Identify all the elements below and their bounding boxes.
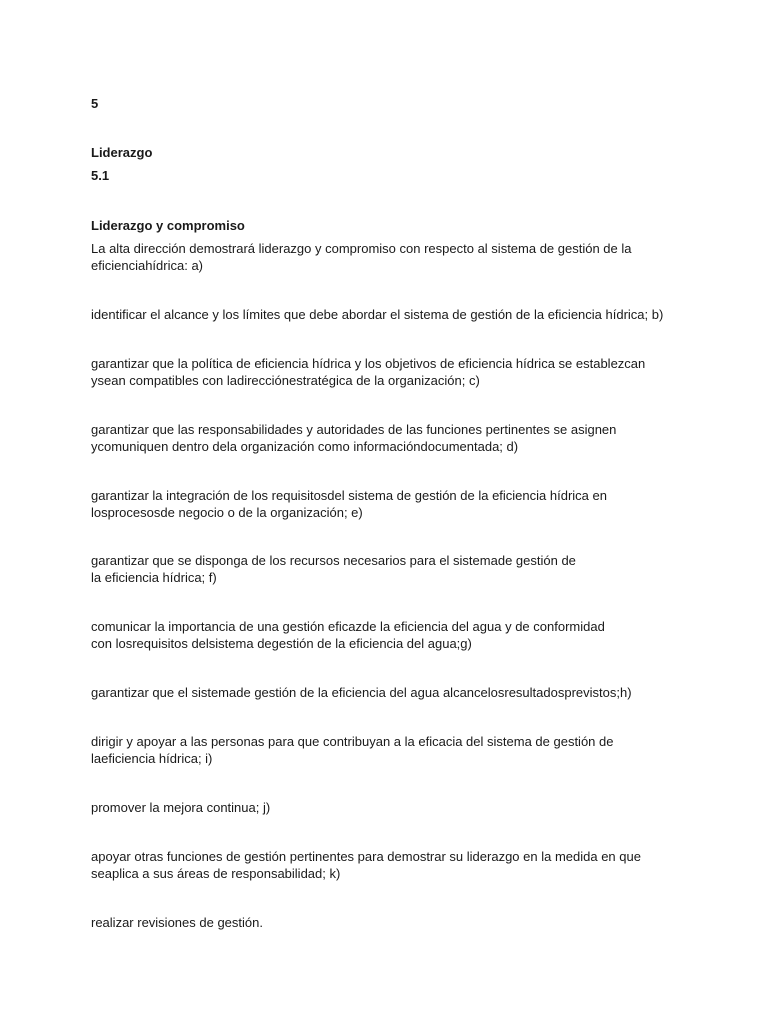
list-item-line: garantizar que el sistemade gestión de la eficiencia del agua alcancelosresultadosprevistos;h) bbox=[91, 685, 632, 700]
list-item-line: ycomuniquen dentro dela organización como informacióndocumentada; d) bbox=[91, 439, 519, 454]
subsection-number: 5.1 bbox=[91, 168, 110, 183]
list-item-line: identificar el alcance y los límites que debe abordar el sistema de gestión de la eficiencia hídrica; b) bbox=[91, 307, 664, 322]
list-item-line: realizar revisiones de gestión. bbox=[91, 915, 263, 930]
list-item-line: laeficiencia hídrica; i) bbox=[91, 751, 213, 766]
list-item-line: ysean compatibles con ladirecciónestratégica de la organización; c) bbox=[91, 373, 480, 388]
list-item-line: losprocesosde negocio o de la organización; e) bbox=[91, 505, 363, 520]
list-item-line: garantizar que se disponga de los recursos necesarios para el sistemade gestión de bbox=[91, 553, 576, 568]
subsection-title: Liderazgo y compromiso bbox=[91, 218, 245, 233]
intro-line: eficienciahídrica: a) bbox=[91, 258, 203, 273]
list-item-line: garantizar la integración de los requisitosdel sistema de gestión de la eficiencia hídrica en bbox=[91, 488, 607, 503]
list-item-line: con losrequisitos delsistema degestión de la eficiencia del agua;g) bbox=[91, 636, 472, 651]
section-title: Liderazgo bbox=[91, 145, 153, 160]
list-item-line: garantizar que las responsabilidades y autoridades de las funciones pertinentes se asignen bbox=[91, 422, 617, 437]
intro-line: La alta dirección demostrará liderazgo y compromiso con respecto al sistema de gestión de la bbox=[91, 241, 632, 256]
list-item-line: dirigir y apoyar a las personas para que contribuyan a la eficacia del sistema de gestión de bbox=[91, 734, 614, 749]
list-item-line: comunicar la importancia de una gestión eficazde la eficiencia del agua y de conformidad bbox=[91, 619, 605, 634]
section-number: 5 bbox=[91, 96, 99, 111]
list-item-line: garantizar que la política de eficiencia hídrica y los objetivos de eficiencia hídrica se establezcan bbox=[91, 356, 646, 371]
list-item-line: apoyar otras funciones de gestión pertinentes para demostrar su liderazgo en la medida en que bbox=[91, 849, 641, 864]
list-item-line: promover la mejora continua; j) bbox=[91, 800, 271, 815]
list-item-line: la eficiencia hídrica; f) bbox=[91, 570, 217, 585]
list-item-line: seaplica a sus áreas de responsabilidad; k) bbox=[91, 866, 341, 881]
